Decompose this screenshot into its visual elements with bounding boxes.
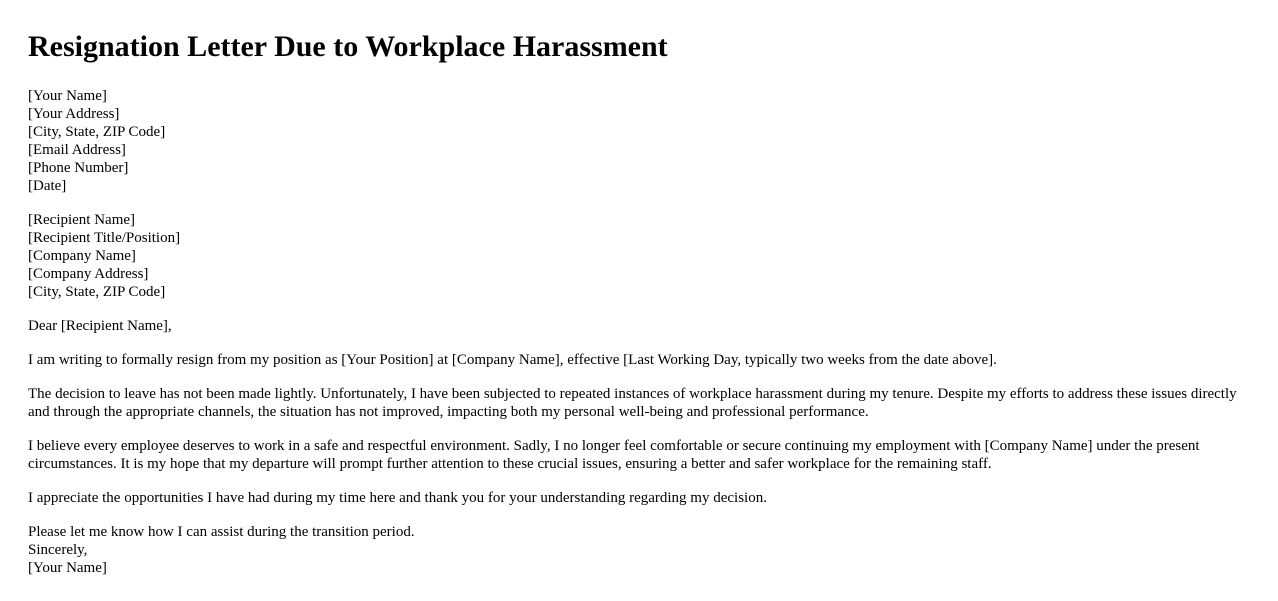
- closing-assist-line: Please let me know how I can assist during the transition period.: [28, 524, 415, 540]
- sender-name: [Your Name]: [28, 88, 107, 104]
- page-title: Resignation Letter Due to Workplace Harassment: [28, 30, 668, 63]
- closing-block: [28, 523, 1250, 577]
- recipient-title: [Recipient Title/Position]: [28, 230, 181, 246]
- recipient-address: [Company Address]: [28, 266, 149, 282]
- sender-city: [City, State, ZIP Code]: [28, 124, 166, 140]
- recipient-company: [Company Name]: [28, 248, 136, 264]
- letter-date: [Date]: [28, 178, 67, 194]
- sender-email: [Email Address]: [28, 142, 126, 158]
- sender-address: [Your Address]: [28, 106, 120, 122]
- body-paragraph: I appreciate the opportunities I have had during my time here and thank you for your understanding regarding my decision.: [28, 490, 767, 506]
- sender-address-block: [28, 87, 1250, 195]
- body-paragraph: I am writing to formally resign from my position as [Your Position] at [Company Name], effective [Last Working Day, typically two weeks from the date above].: [28, 352, 997, 368]
- closing-signature: [Your Name]: [28, 560, 107, 576]
- body-paragraph: I believe every employee deserves to work in a safe and respectful environment. Sadly, I no longer feel comfortable or secure continuing my employment with [Company Name] under the present circumstances. It is my hope that my departure will prompt further attention to these crucial issues, ensuring a better and safer workplace for the remaining staff.: [28, 438, 1200, 472]
- recipient-address-block: [28, 211, 1250, 301]
- sender-phone: [Phone Number]: [28, 160, 129, 176]
- closing-signoff: Sincerely,: [28, 542, 88, 558]
- salutation: Dear [Recipient Name],: [28, 318, 172, 334]
- recipient-name: [Recipient Name]: [28, 212, 136, 228]
- recipient-city: [City, State, ZIP Code]: [28, 284, 166, 300]
- body-paragraph: The decision to leave has not been made lightly. Unfortunately, I have been subjected to repeated instances of workplace harassment during my tenure. Despite my efforts to address these issues directly and through the appropriate channels, the situation has not improved, impacting both my personal well-being and professional performance.: [28, 386, 1237, 420]
